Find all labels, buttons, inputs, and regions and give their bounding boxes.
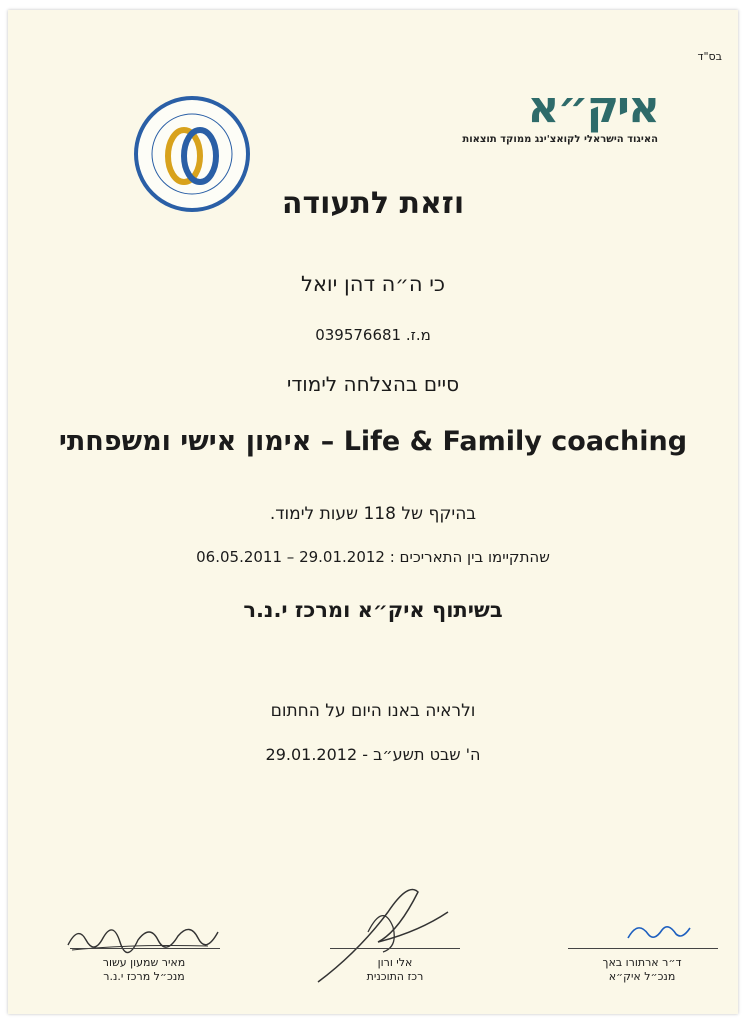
- course-scope: בהיקף של 118 שעות לימוד.: [269, 504, 477, 524]
- signature-3-icon: [618, 910, 698, 950]
- certificate-title: וזאת לתעודה: [281, 186, 465, 221]
- signer-1-name: מאיר שמעון עשור: [102, 956, 186, 969]
- signature-line-1: [70, 948, 220, 949]
- signing-statement: ולראיה באנו היום על החתום: [270, 701, 476, 721]
- signer-3-role: מנכ״ל איק״א: [608, 970, 676, 983]
- signer-3: [542, 956, 742, 984]
- bsd-mark: בס"ד: [697, 50, 722, 63]
- signature-line-3: [568, 948, 718, 949]
- ika-tagline: האיגוד הישראלי לקואצ'ינג ממוקד תוצאות: [462, 134, 658, 145]
- signer-2-role: רכז התוכנית: [366, 970, 424, 983]
- completion-text: סיים בהצלחה לימודי: [286, 372, 460, 396]
- course-dates: שהתקיימו בין התאריכים : 29.01.2012 – 06.05.2011: [196, 548, 550, 566]
- course-name: Life & Family coaching – אימון אישי ומשפחתי: [58, 426, 688, 457]
- signer-1-role: מנכ״ל מרכז י.נ.ר: [103, 970, 185, 983]
- signer-2-name: אלי ורון: [377, 956, 413, 969]
- signer-2: [295, 956, 495, 984]
- recipient-name: כי ה״ה דהן יואל: [300, 272, 446, 296]
- ika-logo-text: איק״א: [527, 82, 658, 133]
- issue-date: ה' שבט תשע״ב - 29.01.2012: [265, 745, 481, 764]
- signer-1: [44, 956, 244, 984]
- signer-3-name: ד״ר ארתורו באך: [602, 956, 682, 969]
- id-number: מ.ז. 039576681: [315, 326, 431, 344]
- signature-line-2: [330, 948, 460, 949]
- partnership-text: בשיתוף איק״א ומרכז י.נ.ר: [243, 598, 503, 622]
- ika-logo: [458, 82, 658, 145]
- certificate-paper: [8, 10, 738, 1014]
